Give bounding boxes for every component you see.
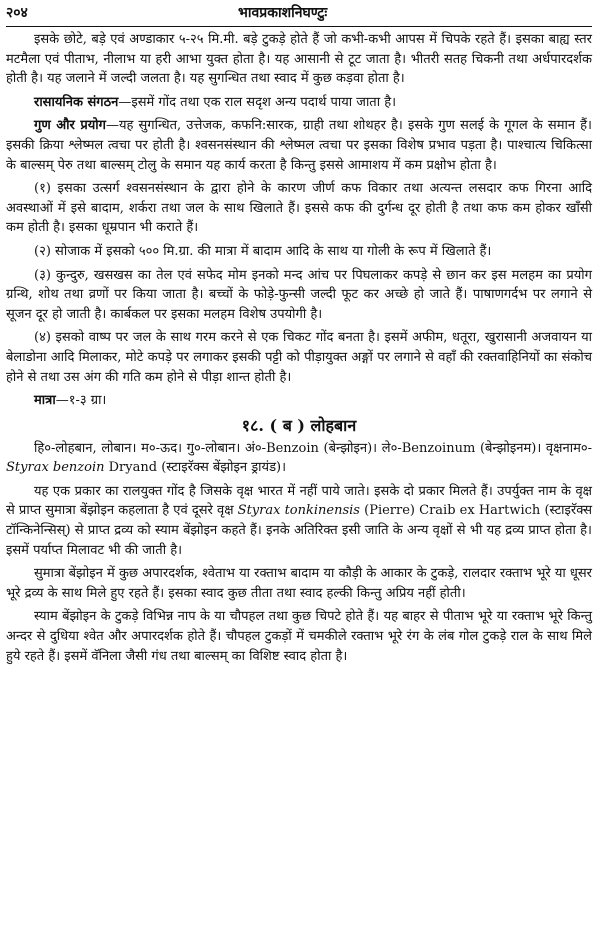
properties-text: —यह सुगन्धित, उत्तेजक, कफनि:सारक, ग्राही तथा शोथहर है। इसके गुण सलई के गूगल के समान हैं। इसकी क्रिया श्लेष्मल त्वचा पर होती है। श्वसनसंस्थान की श्लेष्मल त्वचा पर इसका विशेष प्रभाव पड़ता है। पाश्चात्य चिकित्सा के बाल्सम् पेरु तथा बाल्सम् टोलु के समान यह कार्य करता है किन्तु इससे आमाशय में कम प्रक्षोभ होता है। bbox=[6, 118, 592, 173]
names-text-1: हि०-लोहबान, लोबान। म०-ऊद। गु०-लोबान। अं०-Benzoin (बेन्झोइन)। ले०-Benzoinum (बेन्झोइनम)। वृक्षनाम०- bbox=[34, 440, 592, 456]
properties-paragraph bbox=[6, 116, 592, 175]
types-species: Styrax tonkinensis bbox=[237, 503, 360, 519]
use-paragraph-2: (२) सोजाक में इसको ५०० मि.ग्रा. की मात्रा में बादाम आदि के साथ या गोली के रूप में खिलाते हैं। bbox=[34, 243, 492, 259]
names-paragraph bbox=[6, 439, 592, 478]
chemical-composition-text: —इसमें गोंद तथा एक राल सदृश अन्य पदार्थ पाया जाता है। bbox=[118, 94, 397, 110]
sumatra-paragraph: सुमात्रा बेंझोइन में कुछ अपारदर्शक, श्वेताभ या रक्ताभ बादाम या कौड़ी के आकार के टुकड़े, रालदार रक्ताभ भूरे या धूसर भूरे द्रव्य के साथ मिले हुए रहते हैं। इसका स्वाद कुछ तीता तथा स्वाद हल्की किन्तु अप्रिय नहीं होती। bbox=[6, 566, 592, 601]
siam-paragraph: स्याम बेंझोइन के टुकड़े विभिन्न नाप के या चौपहल तथा कुछ चिपटे होते हैं। यह बाहर से पीताभ भूरे या रक्ताभ भूरे किन्तु अन्दर से दुधिया श्वेत और अपारदर्शक होते हैं। चौपहल टुकड़ों में चमकीले रक्ताभ भूरे रंग के लंब गोल टुकड़े राल के साथ मिले हुये रहते हैं। इसमें वॅनिला जैसी गंध तथा बाल्सम् का विशिष्ट स्वाद होता है। bbox=[6, 609, 592, 664]
use-paragraph-1: (१) इसका उत्सर्ग श्वसनसंस्थान के द्वारा होने के कारण जीर्ण कफ विकार तथा अत्यन्त लसदार कफ गिरना आदि अवस्थाओं में इसे बादाम, शर्करा तथा जल के साथ खिलाते हैं। इससे कफ की दुर्गन्ध दूर होती है तथा कफ कम होकर खाँसी कम होती है। इसका धूम्रपान भी कराते हैं। bbox=[6, 181, 592, 236]
section-title: १८. ( ब ) लोहबान bbox=[241, 415, 357, 435]
dosage-label: मात्रा bbox=[34, 393, 56, 409]
description-paragraph: इसके छोटे, बड़े एवं अण्डाकार ५-२५ मि.मी. बड़े टुकड़े होते हैं जो कभी-कभी आपस में चिपके रहते हैं। इसका बाह्य स्तर मटमैला एवं पीताभ, नीलाभ या हरी आभा युक्त होता है। यह आसानी से टूट जाता है। भीतरी सतह चिकनी तथा अर्धपारदर्शक होती है। यह जलाने में जल्दी जलता है। यह सुगन्धित तथा स्वाद में कुछ कड़वा होता है। bbox=[6, 32, 592, 87]
types-paragraph bbox=[6, 482, 592, 560]
chemical-composition-label: रासायनिक संगठन bbox=[34, 94, 119, 110]
header-rule bbox=[6, 26, 592, 27]
properties-label: गुण और प्रयोग bbox=[34, 118, 106, 134]
page-number: २०४ bbox=[6, 5, 28, 21]
types-text-1: यह एक प्रकार का रालयुक्त गोंद है जिसके वृक्ष भारत में नहीं पाये जाते। इसके दो प्रकार मिलते हैं। उपर्युक्त नाम के वृक्ष से प्राप्त सुमात्रा बेंझोइन कहलाता है एवं दूसरे वृक्ष bbox=[6, 483, 592, 519]
use-paragraph-3: (३) कुन्दुरु, खसखस का तेल एवं सफेद मोम इनको मन्द आंच पर पिघलाकर कपड़े से छान कर इस मलहम का प्रयोग ग्रन्थि, शोथ तथा व्रणों पर किया जाता है। बच्चों के फोड़े-फुन्सी जल्दी फूट कर अच्छे हो जाते हैं। पाषाणगर्दभ पर लगाने से सूजन दूर हो जाती है। कार्बकल पर इसका मलहम विशेष उपयोगी है। bbox=[6, 267, 592, 322]
running-title: भावप्रकाशनिघण्टुः bbox=[238, 5, 328, 21]
dosage-paragraph bbox=[6, 391, 592, 411]
types-text-2: (Pierre) Craib ex Hartwich (स्टाइरॅक्स टॉन्किनेन्सिस्) से प्राप्त द्रव्य को स्याम बेंझोइन कहते हैं। इनके अतिरिक्त इसी जाति के अन्य वृक्षों से भी यह द्रव्य प्राप्त होता है। इसमें पर्याप्त मिलावट भी की जाती है। bbox=[6, 503, 592, 558]
names-text-2: Dryand (स्टाइरॅक्स बेंझोइन ड्रायंड)। bbox=[104, 460, 287, 476]
use-paragraph-4: (४) इसको वाष्प पर जल के साथ गरम करने से एक चिकट गोंद बनता है। इसमें अफीम, धतूरा, खुरासानी अजवायन या बेलाडोना आदि मिलाकर, मोटे कपड़े पर लगाकर इसकी पट्टी को पीड़ायुक्त अङ्गों पर लगाने से वहाँ की रक्तवाहिनियों का संकोच होने से तथा उस अंग की गति कम होने से पीड़ा शान्त होती है। bbox=[6, 330, 592, 385]
dosage-text: —१-३ ग्रा। bbox=[55, 393, 107, 409]
names-species: Styrax benzoin bbox=[6, 460, 105, 476]
chemical-composition-paragraph bbox=[6, 93, 592, 113]
page-header bbox=[6, 4, 592, 26]
